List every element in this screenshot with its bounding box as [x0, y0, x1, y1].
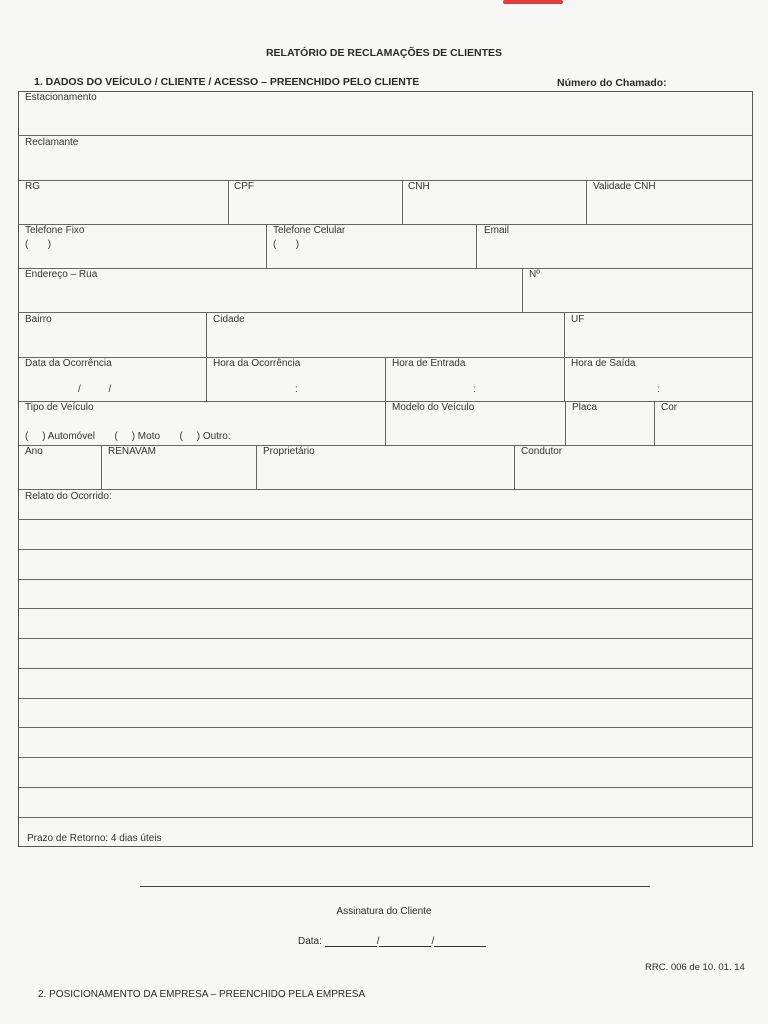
col-divider [654, 401, 655, 445]
red-pen-mark [503, 0, 563, 4]
email-label: Email [484, 225, 510, 236]
cnh-validity-label: Validade CNH [593, 181, 656, 192]
neighborhood-label: Bairro [25, 314, 52, 325]
col-divider [514, 445, 515, 489]
col-divider [522, 268, 523, 312]
cnh-label: CNH [408, 181, 430, 192]
report-line [19, 608, 752, 609]
driver-label: Condutor [521, 446, 563, 457]
address-number-label: Nº [529, 269, 540, 280]
cpf-label: CPF [234, 181, 254, 192]
row-divider [19, 224, 752, 225]
col-divider [266, 224, 267, 268]
color-label: Cor [661, 402, 678, 413]
col-divider [564, 312, 565, 357]
occurrence-time-separator: : [295, 384, 298, 395]
ticket-number-label: Número do Chamado: [557, 77, 667, 89]
row-divider [19, 268, 752, 269]
col-divider [256, 445, 257, 489]
report-line [19, 787, 752, 788]
date-month-field[interactable] [376, 935, 431, 947]
document-title: RELATÓRIO DE RECLAMAÇÕES DE CLIENTES [265, 47, 503, 59]
report-line [19, 579, 752, 580]
entry-time-separator: : [473, 384, 476, 395]
col-divider [586, 180, 587, 224]
client-signature-label: Assinatura do Cliente [336, 906, 432, 917]
date-separator: / [376, 936, 380, 947]
date-year-field[interactable] [434, 935, 486, 947]
owner-label: Proprietário [263, 446, 315, 457]
form-code: RRC. 006 de 10. 01. 14 [645, 962, 745, 973]
report-line [19, 727, 752, 728]
mobile-area-code: ( ) [273, 239, 300, 250]
year-label: Ano [25, 446, 43, 457]
renavam-label: RENAVAM [108, 446, 156, 457]
report-line [19, 668, 752, 669]
col-divider [565, 401, 566, 445]
report-line [19, 817, 752, 818]
col-divider [206, 357, 207, 401]
section-1-heading: 1. DADOS DO VEÍCULO / CLIENTE / ACESSO – PREENCHIDO PELO CLIENTE [34, 76, 420, 88]
col-divider [228, 180, 229, 224]
occurrence-date-separators: / / [78, 384, 112, 395]
date-separator: / [431, 936, 435, 947]
col-divider [476, 224, 477, 268]
vehicle-type-options: ( ) Automóvel ( ) Moto ( ) Outro: [25, 431, 231, 442]
date-label: Data: [298, 936, 322, 947]
signature-line [140, 886, 650, 887]
rg-label: RG [25, 181, 40, 192]
col-divider [385, 357, 386, 401]
report-line [19, 698, 752, 699]
exit-time-separator: : [657, 384, 660, 395]
vehicle-model-label: Modelo do Veículo [392, 402, 475, 413]
row-divider [19, 312, 752, 313]
exit-time-label: Hora de Saída [571, 358, 636, 369]
date-day-field[interactable] [325, 935, 377, 947]
entry-time-label: Hora de Entrada [392, 358, 466, 369]
mobile-label: Telefone Celular [273, 225, 346, 236]
incident-report-label: Relato do Ocorrido: [25, 491, 112, 502]
col-divider [564, 357, 565, 401]
col-divider [206, 312, 207, 357]
report-line [19, 757, 752, 758]
col-divider [385, 401, 386, 445]
complaint-form [18, 91, 753, 847]
row-divider [19, 135, 752, 136]
street-address-label: Endereço – Rua [25, 269, 98, 280]
occurrence-time-label: Hora da Ocorrência [213, 358, 301, 369]
return-deadline-label: Prazo de Retorno: 4 dias úteis [27, 833, 162, 844]
landline-area-code: ( ) [25, 239, 52, 250]
report-line [19, 638, 752, 639]
complainant-label: Reclamante [25, 137, 79, 148]
signature-date [298, 935, 486, 947]
col-divider [402, 180, 403, 224]
state-label: UF [571, 314, 585, 325]
report-line [19, 519, 752, 520]
row-divider [19, 489, 752, 490]
plate-label: Placa [572, 402, 598, 413]
occurrence-date-label: Data da Ocorrência [25, 358, 112, 369]
col-divider [101, 445, 102, 489]
city-label: Cidade [213, 314, 245, 325]
vehicle-type-label: Tipo de Veículo [25, 402, 94, 413]
landline-label: Telefone Fixo [25, 225, 85, 236]
report-line [19, 549, 752, 550]
parking-lot-label: Estacionamento [25, 92, 97, 103]
section-2-heading: 2. POSICIONAMENTO DA EMPRESA – PREENCHIDO PELA EMPRESA [38, 989, 366, 1000]
